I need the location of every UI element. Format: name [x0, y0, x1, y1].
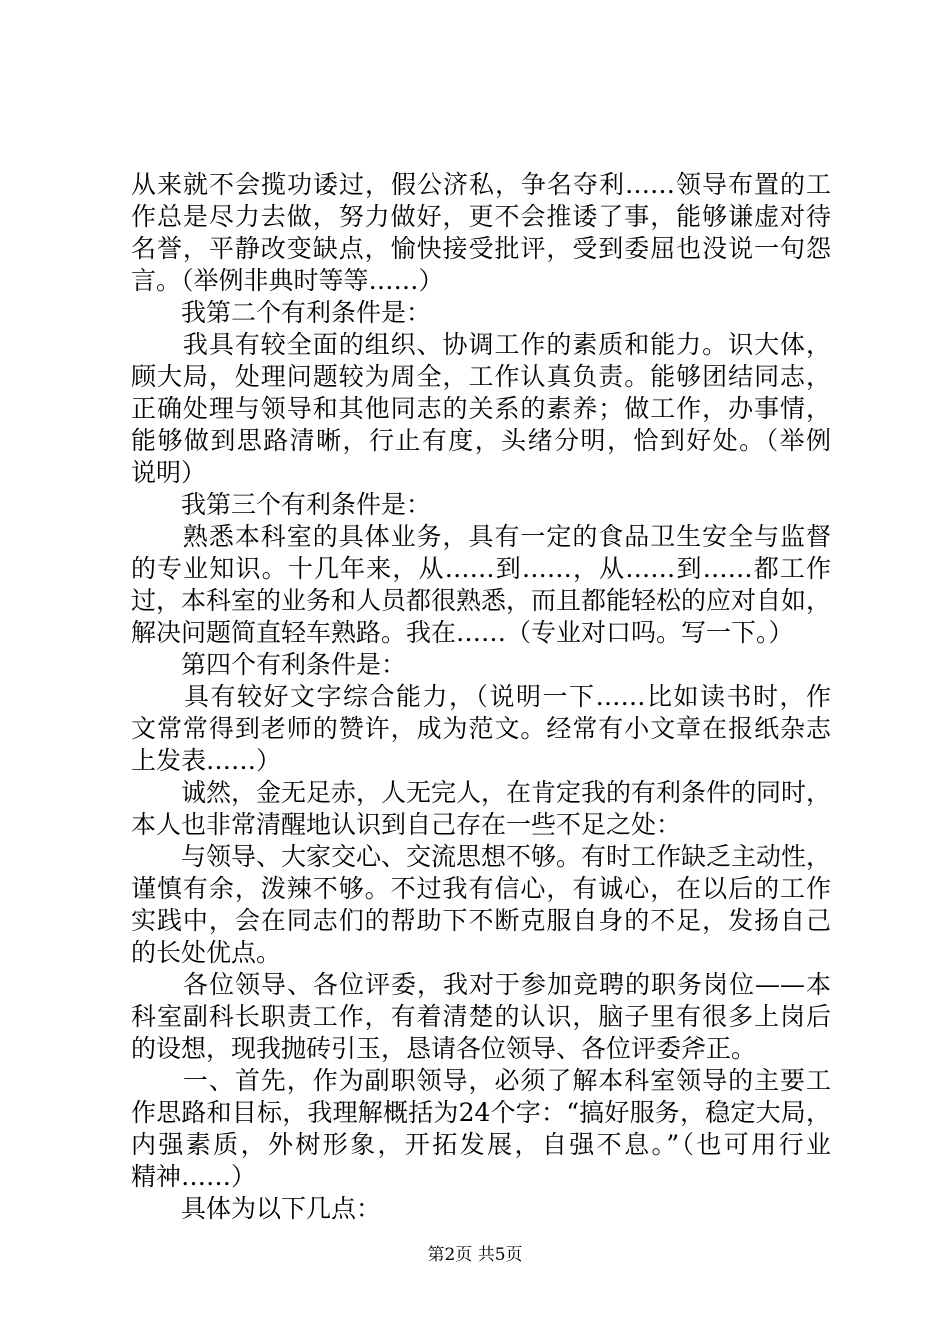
text-line: 的专业知识。十几年来，从……到……，从……到……都工作: [131, 554, 831, 583]
page-number-footer: 第2页 共5页: [427, 1245, 523, 1265]
text-line: 文常常得到老师的赞许，成为范文。经常有小文章在报纸杂志: [131, 714, 831, 743]
text-line: 言。（举例非典时等等……）: [131, 266, 444, 295]
text-line: 能够做到思路清晰，行止有度，头绪分明，恰到好处。（举例: [131, 426, 831, 455]
text-line: 作总是尽力去做，努力做好，更不会推诿了事，能够谦虚对待: [131, 202, 831, 231]
text-line: 精神……）: [131, 1162, 257, 1191]
text-line: 一、首先，作为副职领导，必须了解本科室领导的主要工: [131, 1066, 831, 1095]
text-line: 我具有较全面的组织、协调工作的素质和能力。识大体，: [131, 330, 831, 359]
text-line: 实践中，会在同志们的帮助下不断克服自身的不足，发扬自己: [131, 906, 831, 935]
text-line: 各位领导、各位评委，我对于参加竞聘的职务岗位——本: [131, 970, 831, 999]
text-line: 的长处优点。: [131, 938, 282, 967]
text-line: 作思路和目标，我理解概括为24个字：“搞好服务，稳定大局，: [131, 1098, 831, 1127]
section-heading: 第四个有利条件是：: [131, 650, 407, 679]
document-body: [131, 169, 831, 1225]
text-line: 说明）: [131, 458, 207, 487]
text-line: 上发表……）: [131, 746, 282, 775]
text-line: 正确处理与领导和其他同志的关系的素养；做工作，办事情，: [131, 394, 831, 423]
text-line: 诚然，金无足赤，人无完人，在肯定我的有利条件的同时，: [131, 778, 832, 807]
text-line: 名誉，平静改变缺点，愉快接受批评，受到委屈也没说一句怨: [131, 234, 831, 263]
text-line: 的设想，现我抛砖引玉，恳请各位领导、各位评委斧正。: [131, 1034, 757, 1063]
text-line: 熟悉本科室的具体业务，具有一定的食品卫生安全与监督: [131, 522, 831, 551]
section-heading: 我第三个有利条件是：: [131, 490, 432, 519]
text-line: 与领导、大家交心、交流思想不够。有时工作缺乏主动性，: [131, 842, 832, 871]
section-heading: 我第二个有利条件是：: [131, 298, 432, 327]
text-line: 解决问题简直轻车熟路。我在……（专业对口吗。写一下。）: [131, 618, 794, 647]
text-line: 顾大局，处理问题较为周全，工作认真负责。能够团结同志，: [131, 362, 831, 391]
text-line: 本人也非常清醒地认识到自己存在一些不足之处：: [131, 810, 682, 839]
text-line: 内强素质，外树形象，开拓发展，自强不息。”（也可用行业: [131, 1130, 831, 1159]
text-line: 具有较好文字综合能力，（说明一下……比如读书时，作: [131, 682, 831, 711]
text-line: 科室副科长职责工作，有着清楚的认识，脑子里有很多上岗后: [131, 1002, 831, 1031]
text-line: 从来就不会揽功诿过，假公济私，争名夺利……领导布置的工: [131, 170, 831, 199]
text-line: 过，本科室的业务和人员都很熟悉，而且都能轻松的应对自如，: [131, 586, 832, 615]
section-heading: 具体为以下几点：: [131, 1194, 382, 1223]
text-line: 谨慎有余，泼辣不够。不过我有信心，有诚心，在以后的工作: [131, 874, 831, 903]
